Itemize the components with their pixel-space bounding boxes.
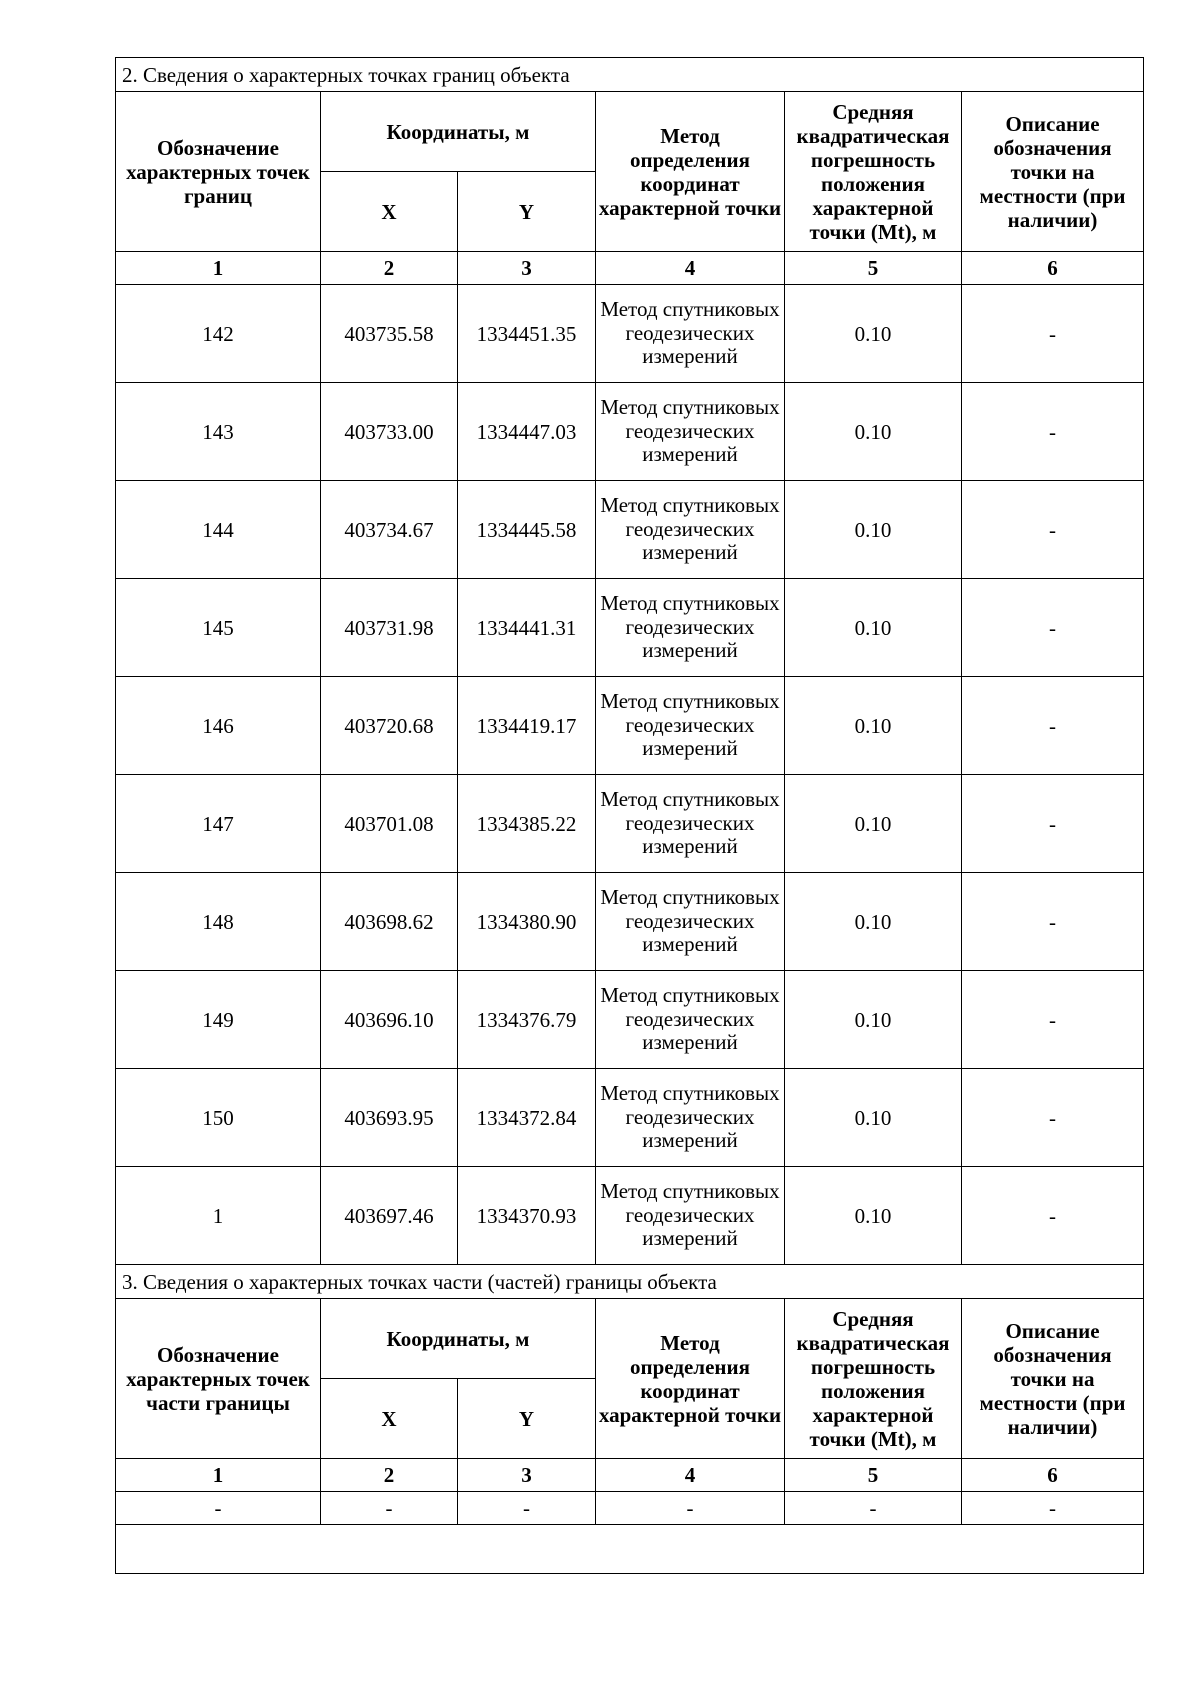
table-row	[116, 383, 1144, 481]
point-number-cell: 149	[116, 971, 321, 1069]
boundary-points-table	[115, 57, 1144, 1574]
table-row	[116, 1069, 1144, 1167]
description-cell: -	[962, 481, 1144, 579]
column-number: 4	[596, 1459, 785, 1492]
point-number-cell: 144	[116, 481, 321, 579]
mean-error-cell: 0.10	[785, 873, 962, 971]
table-row	[116, 1167, 1144, 1265]
x-coordinate-cell: 403734.67	[321, 481, 458, 579]
x-coordinate-cell: 403696.10	[321, 971, 458, 1069]
column-number: 5	[785, 252, 962, 285]
x-coordinate-cell: 403701.08	[321, 775, 458, 873]
column-number-row	[116, 1459, 1144, 1492]
column-number: 1	[116, 1459, 321, 1492]
section-2-title: 2. Сведения о характерных точках границ объекта	[116, 58, 1144, 92]
empty-cell: -	[458, 1492, 596, 1525]
table-row	[116, 579, 1144, 677]
header-y: Y	[458, 172, 596, 252]
method-cell: Метод спутниковых геодезических измерений	[596, 481, 785, 579]
header-description: Описание обозначения точки на местности (при наличии)	[962, 1299, 1144, 1459]
table-row	[116, 677, 1144, 775]
column-number: 6	[962, 252, 1144, 285]
header-coordinates: Координаты, м	[321, 92, 596, 172]
point-number-cell: 150	[116, 1069, 321, 1167]
x-coordinate-cell: 403735.58	[321, 285, 458, 383]
mean-error-cell: 0.10	[785, 1167, 962, 1265]
table-row	[116, 873, 1144, 971]
description-cell: -	[962, 579, 1144, 677]
column-number: 3	[458, 1459, 596, 1492]
empty-cell: -	[962, 1492, 1144, 1525]
column-number: 6	[962, 1459, 1144, 1492]
x-coordinate-cell: 403733.00	[321, 383, 458, 481]
empty-cell: -	[785, 1492, 962, 1525]
column-number: 5	[785, 1459, 962, 1492]
column-number: 4	[596, 252, 785, 285]
header-description: Описание обозначения точки на местности (при наличии)	[962, 92, 1144, 252]
header-designation: Обозначение характерных точек части границы	[116, 1299, 321, 1459]
method-cell: Метод спутниковых геодезических измерений	[596, 1167, 785, 1265]
x-coordinate-cell: 403720.68	[321, 677, 458, 775]
x-coordinate-cell: 403731.98	[321, 579, 458, 677]
header-mean-error: Средняя квадратическая погрешность положения характерной точки (Mt), м	[785, 1299, 962, 1459]
y-coordinate-cell: 1334372.84	[458, 1069, 596, 1167]
header-method: Метод определения координат характерной точки	[596, 1299, 785, 1459]
blank-cell	[116, 1525, 1144, 1574]
mean-error-cell: 0.10	[785, 775, 962, 873]
header-x: X	[321, 1379, 458, 1459]
blank-footer-row	[116, 1525, 1144, 1574]
column-number-row	[116, 252, 1144, 285]
description-cell: -	[962, 285, 1144, 383]
column-number: 2	[321, 1459, 458, 1492]
description-cell: -	[962, 1167, 1144, 1265]
y-coordinate-cell: 1334376.79	[458, 971, 596, 1069]
y-coordinate-cell: 1334385.22	[458, 775, 596, 873]
mean-error-cell: 0.10	[785, 481, 962, 579]
method-cell: Метод спутниковых геодезических измерений	[596, 677, 785, 775]
header-y: Y	[458, 1379, 596, 1459]
header-mean-error: Средняя квадратическая погрешность положения характерной точки (Mt), м	[785, 92, 962, 252]
table-row	[116, 775, 1144, 873]
point-number-cell: 147	[116, 775, 321, 873]
method-cell: Метод спутниковых геодезических измерений	[596, 971, 785, 1069]
point-number-cell: 1	[116, 1167, 321, 1265]
empty-cell: -	[596, 1492, 785, 1525]
empty-cell: -	[116, 1492, 321, 1525]
table-row	[116, 285, 1144, 383]
table-row	[116, 1492, 1144, 1525]
header-x: X	[321, 172, 458, 252]
mean-error-cell: 0.10	[785, 677, 962, 775]
mean-error-cell: 0.10	[785, 1069, 962, 1167]
mean-error-cell: 0.10	[785, 971, 962, 1069]
method-cell: Метод спутниковых геодезических измерений	[596, 1069, 785, 1167]
empty-cell: -	[321, 1492, 458, 1525]
y-coordinate-cell: 1334451.35	[458, 285, 596, 383]
description-cell: -	[962, 873, 1144, 971]
point-number-cell: 142	[116, 285, 321, 383]
description-cell: -	[962, 1069, 1144, 1167]
mean-error-cell: 0.10	[785, 579, 962, 677]
x-coordinate-cell: 403697.46	[321, 1167, 458, 1265]
y-coordinate-cell: 1334380.90	[458, 873, 596, 971]
description-cell: -	[962, 775, 1144, 873]
y-coordinate-cell: 1334445.58	[458, 481, 596, 579]
point-number-cell: 148	[116, 873, 321, 971]
point-number-cell: 145	[116, 579, 321, 677]
column-number: 1	[116, 252, 321, 285]
column-number: 3	[458, 252, 596, 285]
header-designation: Обозначение характерных точек границ	[116, 92, 321, 252]
column-number: 2	[321, 252, 458, 285]
y-coordinate-cell: 1334447.03	[458, 383, 596, 481]
point-number-cell: 143	[116, 383, 321, 481]
description-cell: -	[962, 677, 1144, 775]
description-cell: -	[962, 971, 1144, 1069]
method-cell: Метод спутниковых геодезических измерений	[596, 383, 785, 481]
header-coordinates: Координаты, м	[321, 1299, 596, 1379]
method-cell: Метод спутниковых геодезических измерений	[596, 775, 785, 873]
mean-error-cell: 0.10	[785, 383, 962, 481]
method-cell: Метод спутниковых геодезических измерений	[596, 579, 785, 677]
point-number-cell: 146	[116, 677, 321, 775]
x-coordinate-cell: 403693.95	[321, 1069, 458, 1167]
method-cell: Метод спутниковых геодезических измерений	[596, 873, 785, 971]
y-coordinate-cell: 1334441.31	[458, 579, 596, 677]
header-method: Метод определения координат характерной точки	[596, 92, 785, 252]
mean-error-cell: 0.10	[785, 285, 962, 383]
description-cell: -	[962, 383, 1144, 481]
method-cell: Метод спутниковых геодезических измерений	[596, 285, 785, 383]
y-coordinate-cell: 1334370.93	[458, 1167, 596, 1265]
section-3-title: 3. Сведения о характерных точках части (частей) границы объекта	[116, 1265, 1144, 1299]
table-row	[116, 971, 1144, 1069]
y-coordinate-cell: 1334419.17	[458, 677, 596, 775]
x-coordinate-cell: 403698.62	[321, 873, 458, 971]
table-row	[116, 481, 1144, 579]
